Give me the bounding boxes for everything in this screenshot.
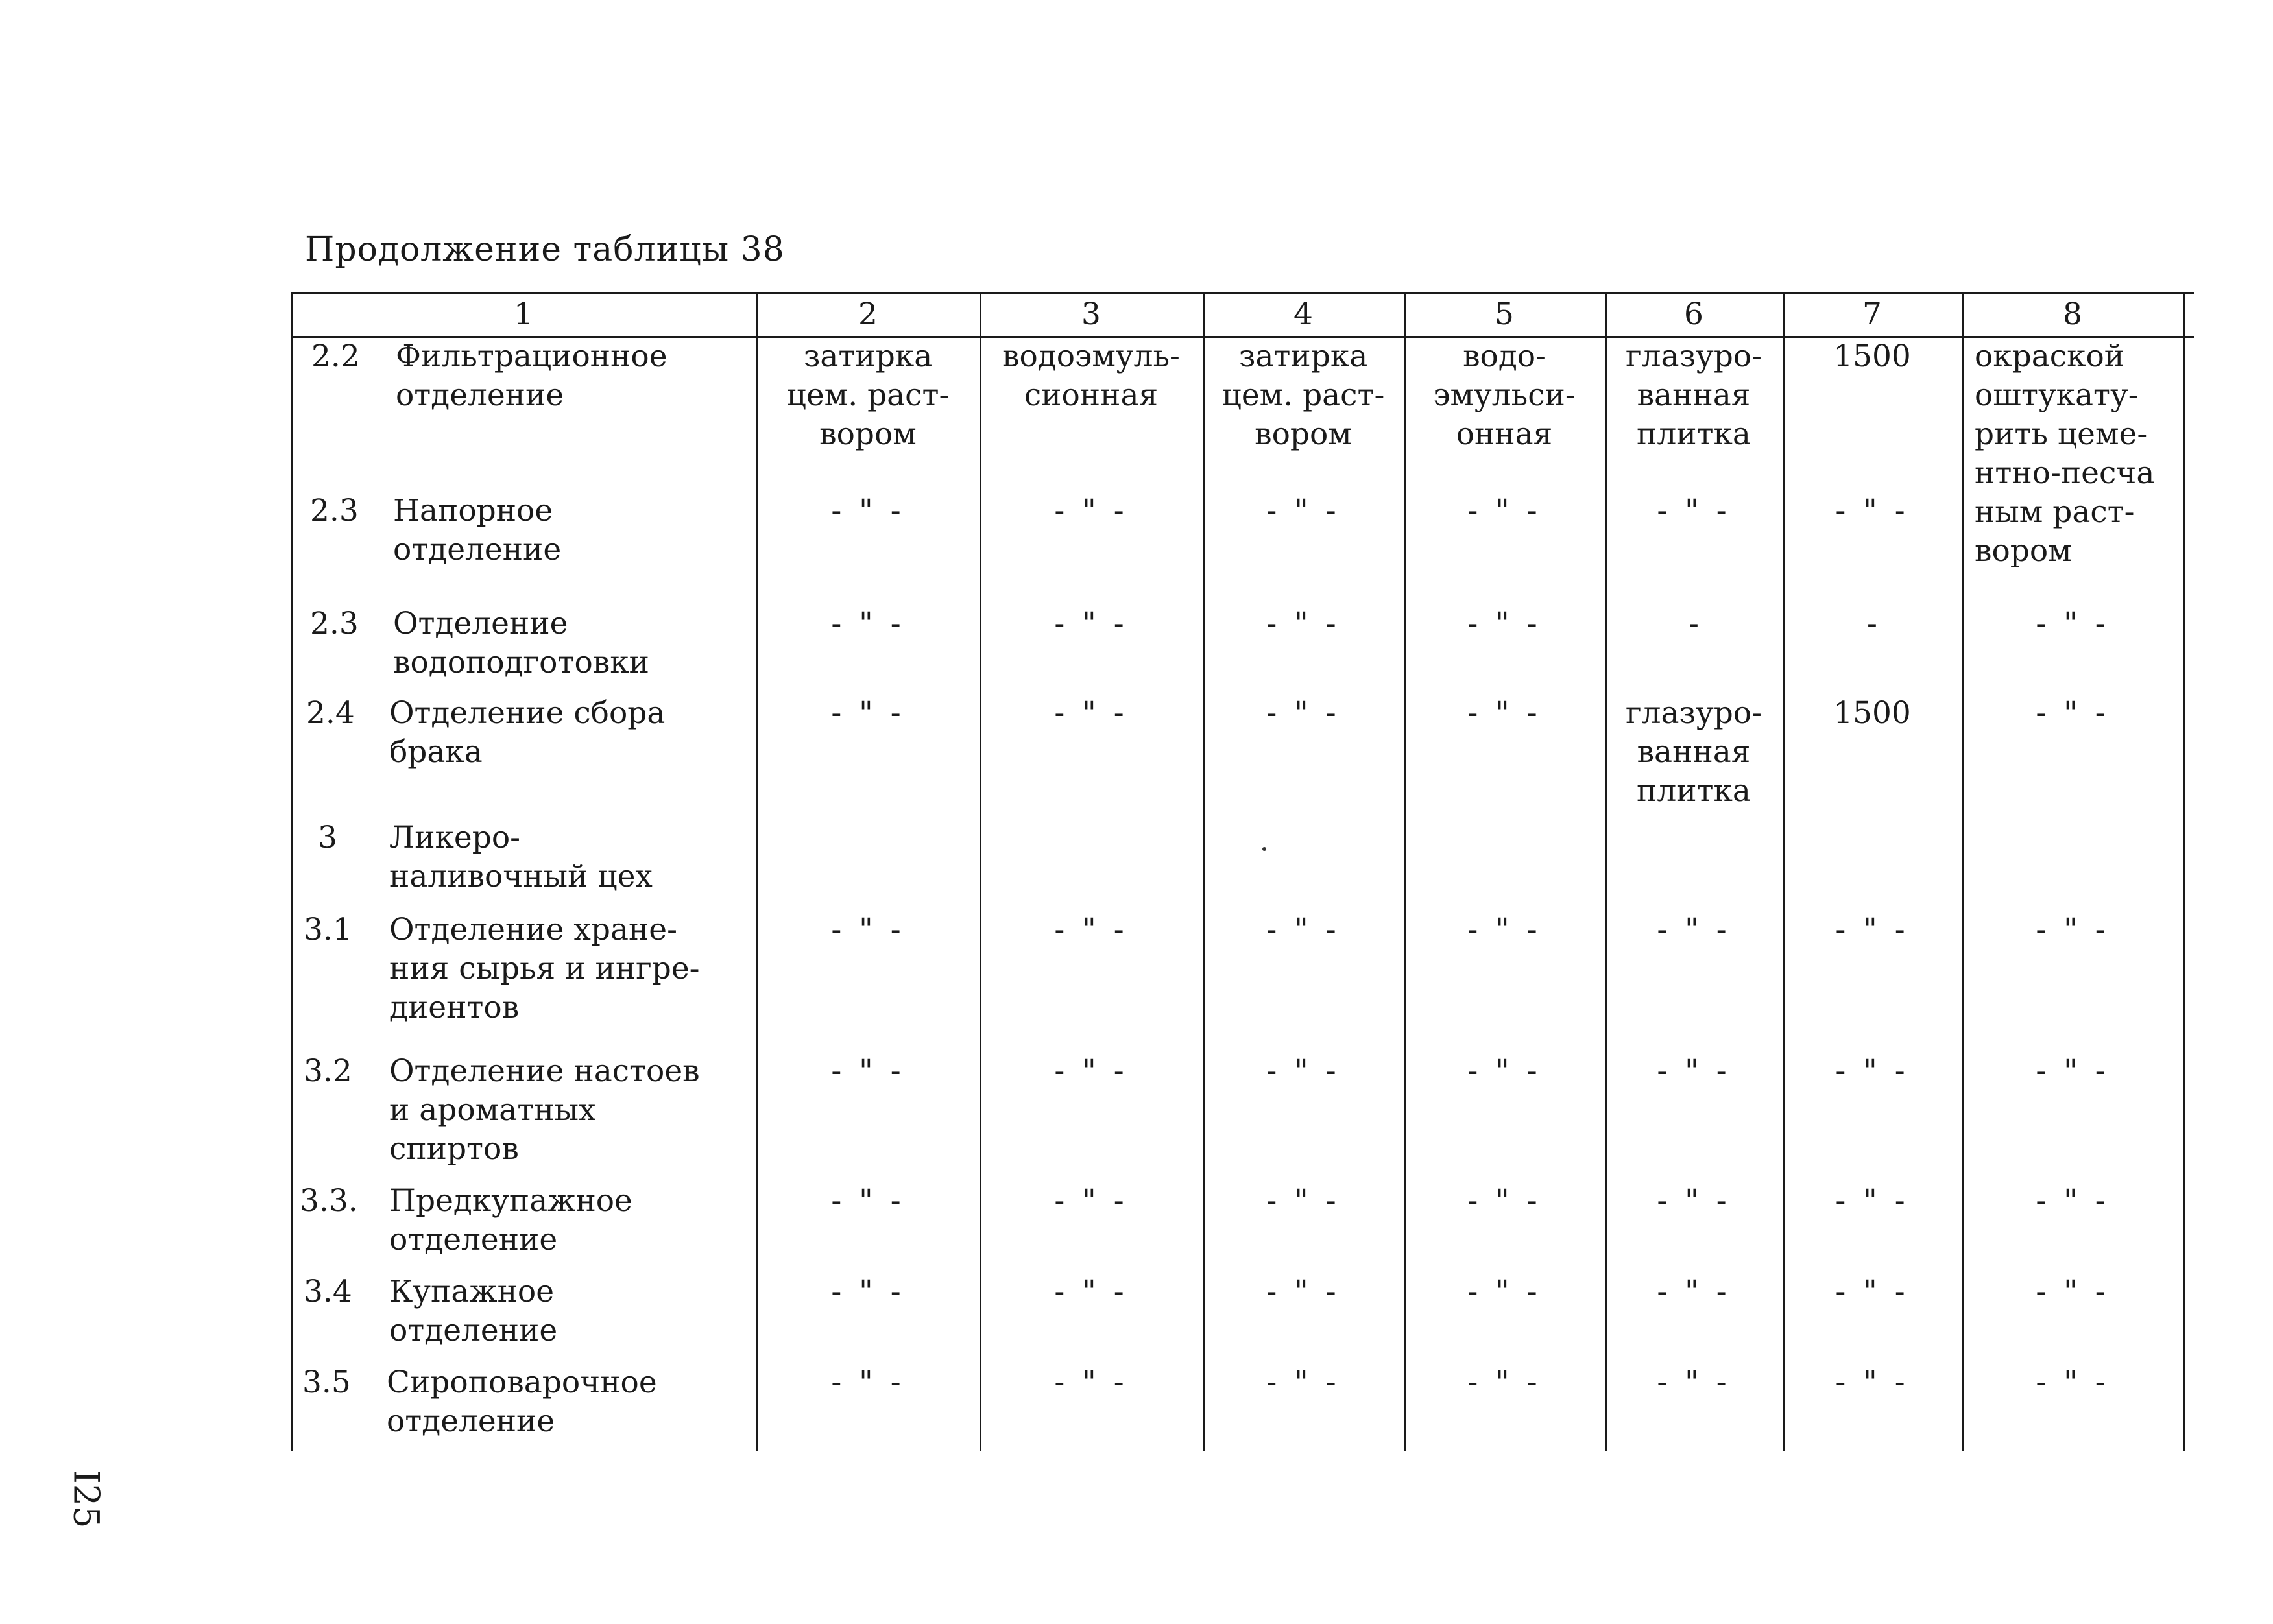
cell-line: 1500 bbox=[1833, 339, 1911, 374]
cell-c4 bbox=[1203, 337, 1404, 454]
cell-line: цем. раст- bbox=[1221, 377, 1385, 413]
row-name bbox=[389, 1182, 632, 1260]
cell-line: - " - bbox=[1467, 1053, 1541, 1089]
table-caption: Продолжение таблицы 38 bbox=[305, 230, 785, 269]
cell-c8 bbox=[1962, 1182, 2183, 1221]
cell-c3 bbox=[980, 694, 1203, 733]
cell-line: - " - bbox=[1467, 1274, 1541, 1309]
cell-c2 bbox=[756, 1363, 980, 1402]
cell-c6 bbox=[1605, 1363, 1783, 1402]
cell-c5 bbox=[1404, 1182, 1605, 1221]
cell-c6 bbox=[1605, 694, 1783, 811]
cell-line: - " - bbox=[1054, 1053, 1128, 1089]
cell-line: вором bbox=[819, 416, 917, 452]
cell-c6 bbox=[1605, 911, 1783, 949]
cell-c3 bbox=[980, 492, 1203, 531]
cell-line: - " - bbox=[1054, 1274, 1128, 1309]
cell-c6 bbox=[1605, 492, 1783, 531]
row-name-line: спиртов bbox=[389, 1131, 519, 1167]
cell-c5 bbox=[1404, 492, 1605, 531]
cell-c3 bbox=[980, 1363, 1203, 1402]
row-name-line: ния сырья и ингре- bbox=[389, 951, 700, 986]
cell-line: - " - bbox=[1467, 695, 1541, 731]
cell-line: водо- bbox=[1463, 339, 1546, 374]
cell-line: - " - bbox=[1266, 695, 1340, 731]
cell-line: - " - bbox=[1467, 912, 1541, 948]
header-cell: 1 bbox=[514, 296, 533, 332]
scan-speck bbox=[1262, 847, 1266, 851]
cell-line: водоэмуль- bbox=[1002, 339, 1180, 374]
row-number: 3 bbox=[318, 820, 337, 855]
row-name bbox=[393, 604, 649, 682]
cell-line: - " - bbox=[1054, 606, 1128, 641]
header-cell: 8 bbox=[2063, 296, 2082, 332]
cell-line: ванная bbox=[1637, 377, 1751, 413]
cell-c3 bbox=[980, 911, 1203, 949]
row-name bbox=[389, 818, 653, 896]
row-name-line: отделение bbox=[393, 532, 562, 567]
cell-line: - " - bbox=[2036, 1274, 2110, 1309]
cell-line: глазуро- bbox=[1625, 695, 1762, 731]
cell-line: - " - bbox=[1266, 912, 1340, 948]
cell-line: - " - bbox=[1835, 1365, 1909, 1400]
row-number: 3.5 bbox=[302, 1365, 351, 1400]
cell-line: эмульси- bbox=[1433, 377, 1576, 413]
row-name-line: брака bbox=[389, 734, 483, 770]
cell-c2 bbox=[756, 604, 980, 643]
cell-line: вором bbox=[1975, 533, 2072, 569]
cell-c3 bbox=[980, 1182, 1203, 1221]
cell-c6 bbox=[1605, 1272, 1783, 1311]
row-name bbox=[393, 492, 561, 569]
cell-line: - " - bbox=[2036, 1183, 2110, 1219]
cell-c5 bbox=[1404, 1272, 1605, 1311]
cell-c6 bbox=[1605, 604, 1783, 643]
row-name bbox=[387, 1363, 657, 1441]
cell-c2 bbox=[756, 1052, 980, 1091]
cell-line: - " - bbox=[831, 1274, 905, 1309]
cell-line: затирка bbox=[803, 339, 933, 374]
cell-line: - " - bbox=[1266, 1274, 1340, 1309]
cell-c3 bbox=[980, 604, 1203, 643]
cell-c2 bbox=[756, 337, 980, 454]
row-number: 3.2 bbox=[304, 1053, 352, 1089]
cell-c7 bbox=[1783, 1363, 1962, 1402]
header-cell: 7 bbox=[1862, 296, 1882, 332]
cell-c3 bbox=[980, 1052, 1203, 1091]
row-number: 2.4 bbox=[306, 695, 355, 731]
cell-c8 bbox=[1962, 1052, 2183, 1091]
cell-line: - bbox=[1867, 606, 1877, 641]
row-name-line: водоподготовки bbox=[393, 645, 649, 680]
cell-c7 bbox=[1783, 1052, 1962, 1091]
cell-c8 bbox=[1962, 911, 2183, 949]
cell-line: оштукату- bbox=[1975, 377, 2139, 413]
cell-line: - " - bbox=[1467, 1183, 1541, 1219]
cell-c2 bbox=[756, 911, 980, 949]
cell-line: - bbox=[1689, 606, 1699, 641]
cell-line: - " - bbox=[831, 1053, 905, 1089]
cell-c7 bbox=[1783, 337, 1962, 376]
cell-line: - " - bbox=[2036, 1365, 2110, 1400]
row-name bbox=[389, 911, 700, 1027]
cell-line: - " - bbox=[1835, 1183, 1909, 1219]
page-number: I25 bbox=[66, 1470, 107, 1529]
cell-line: глазуро- bbox=[1625, 339, 1762, 374]
cell-c6 bbox=[1605, 337, 1783, 454]
cell-c7 bbox=[1783, 1272, 1962, 1311]
header-cell: 4 bbox=[1293, 296, 1313, 332]
row-name-line: Отделение настоев bbox=[389, 1053, 700, 1089]
cell-c4 bbox=[1203, 1182, 1404, 1221]
cell-line: - " - bbox=[1266, 1053, 1340, 1089]
header-cell: 5 bbox=[1495, 296, 1514, 332]
row-name-line: Отделение хране- bbox=[389, 912, 677, 948]
row-name-line: Отделение bbox=[393, 606, 568, 641]
cell-line: - " - bbox=[1657, 1053, 1731, 1089]
cell-line: - " - bbox=[1054, 1365, 1128, 1400]
cell-c4 bbox=[1203, 604, 1404, 643]
cell-c3 bbox=[980, 1272, 1203, 1311]
cell-c7 bbox=[1783, 694, 1962, 733]
cell-c7 bbox=[1783, 492, 1962, 531]
cell-line: - " - bbox=[2036, 606, 2110, 641]
cell-line: рить цеме- bbox=[1975, 416, 2148, 452]
cell-c7 bbox=[1783, 1182, 1962, 1221]
cell-line: - " - bbox=[1266, 1183, 1340, 1219]
cell-line: - " - bbox=[1054, 912, 1128, 948]
cell-c6 bbox=[1605, 1182, 1783, 1221]
cell-c8 bbox=[1962, 1272, 2183, 1311]
cell-line: - " - bbox=[2036, 695, 2110, 731]
row-name-line: Отделение сбора bbox=[389, 695, 666, 731]
cell-c8 bbox=[1975, 337, 2183, 571]
cell-c6 bbox=[1605, 1052, 1783, 1091]
cell-line: - " - bbox=[1266, 1365, 1340, 1400]
row-number: 3.3. bbox=[300, 1183, 358, 1219]
cell-line: цем. раст- bbox=[786, 377, 950, 413]
cell-c2 bbox=[756, 492, 980, 531]
cell-line: - " - bbox=[831, 912, 905, 948]
cell-line: - " - bbox=[1467, 1365, 1541, 1400]
cell-line: затирка bbox=[1238, 339, 1368, 374]
cell-c5 bbox=[1404, 604, 1605, 643]
cell-c8 bbox=[1962, 1363, 2183, 1402]
row-number: 2.2 bbox=[311, 339, 360, 374]
cell-line: - " - bbox=[2036, 1053, 2110, 1089]
cell-c3 bbox=[980, 337, 1203, 415]
cell-line: - " - bbox=[1835, 1053, 1909, 1089]
cell-c4 bbox=[1203, 1272, 1404, 1311]
row-name-line: и ароматных bbox=[389, 1092, 596, 1128]
cell-c5 bbox=[1404, 1052, 1605, 1091]
cell-line: - " - bbox=[1054, 493, 1128, 529]
row-name-line: отделение bbox=[396, 377, 564, 413]
cell-c2 bbox=[756, 1272, 980, 1311]
table-top-rule bbox=[291, 292, 2194, 294]
cell-c4 bbox=[1203, 1052, 1404, 1091]
cell-line: - " - bbox=[831, 695, 905, 731]
header-cell: 6 bbox=[1684, 296, 1703, 332]
cell-line: сионная bbox=[1024, 377, 1159, 413]
header-cell: 2 bbox=[858, 296, 878, 332]
cell-line: - " - bbox=[1266, 606, 1340, 641]
column-rule bbox=[2183, 292, 2185, 1451]
cell-line: - " - bbox=[1467, 606, 1541, 641]
cell-c7 bbox=[1783, 604, 1962, 643]
row-name-line: диентов bbox=[389, 990, 520, 1025]
row-name-line: Напорное bbox=[393, 493, 553, 529]
row-name bbox=[389, 1052, 700, 1169]
cell-line: - " - bbox=[1657, 1183, 1731, 1219]
cell-line: - " - bbox=[831, 1365, 905, 1400]
cell-c4 bbox=[1203, 1363, 1404, 1402]
cell-c5 bbox=[1404, 1363, 1605, 1402]
row-name-line: Ликеро- bbox=[389, 820, 520, 855]
cell-line: ванная bbox=[1637, 734, 1751, 770]
cell-c5 bbox=[1404, 911, 1605, 949]
row-number: 2.3 bbox=[310, 606, 359, 641]
row-name-line: Сироповарочное bbox=[387, 1365, 657, 1400]
cell-line: - " - bbox=[831, 1183, 905, 1219]
cell-line: - " - bbox=[1657, 1365, 1731, 1400]
cell-line: - " - bbox=[1657, 493, 1731, 529]
cell-line: нтно-песча bbox=[1975, 455, 2155, 491]
cell-line: - " - bbox=[1266, 493, 1340, 529]
cell-c5 bbox=[1404, 694, 1605, 733]
cell-line: онная bbox=[1456, 416, 1553, 452]
cell-c2 bbox=[756, 694, 980, 733]
cell-c8 bbox=[1962, 604, 2183, 643]
cell-line: - " - bbox=[1835, 1274, 1909, 1309]
row-name-line: Предкупажное bbox=[389, 1183, 632, 1219]
row-name-line: отделение bbox=[387, 1403, 555, 1439]
row-number: 3.1 bbox=[304, 912, 352, 948]
row-name-line: Фильтрационное bbox=[396, 339, 667, 374]
cell-line: вором bbox=[1255, 416, 1352, 452]
cell-line: - " - bbox=[1054, 695, 1128, 731]
cell-line: - " - bbox=[1657, 1274, 1731, 1309]
cell-line: - " - bbox=[1467, 493, 1541, 529]
column-rule bbox=[291, 292, 293, 1451]
cell-c5 bbox=[1404, 337, 1605, 454]
cell-line: - " - bbox=[1835, 493, 1909, 529]
header-cell: 3 bbox=[1081, 296, 1101, 332]
cell-line: плитка bbox=[1637, 773, 1751, 809]
cell-c7 bbox=[1783, 911, 1962, 949]
cell-line: - " - bbox=[2036, 912, 2110, 948]
row-number: 3.4 bbox=[304, 1274, 352, 1309]
row-name bbox=[389, 1272, 557, 1350]
cell-line: 1500 bbox=[1833, 695, 1911, 731]
cell-line: окраской bbox=[1975, 339, 2125, 374]
row-name-line: наливочный цех bbox=[389, 859, 653, 894]
cell-line: - " - bbox=[831, 493, 905, 529]
row-name-line: отделение bbox=[389, 1313, 558, 1348]
cell-c2 bbox=[756, 1182, 980, 1221]
cell-line: - " - bbox=[1835, 912, 1909, 948]
cell-line: - " - bbox=[1657, 912, 1731, 948]
row-name-line: Купажное bbox=[389, 1274, 555, 1309]
cell-c4 bbox=[1203, 492, 1404, 531]
cell-line: - " - bbox=[831, 606, 905, 641]
cell-c4 bbox=[1203, 694, 1404, 733]
row-number: 2.3 bbox=[310, 493, 359, 529]
row-name bbox=[389, 694, 665, 772]
cell-line: плитка bbox=[1637, 416, 1751, 452]
cell-line: ным раст- bbox=[1975, 494, 2135, 530]
row-name bbox=[396, 337, 667, 415]
cell-c8 bbox=[1962, 694, 2183, 733]
cell-c4 bbox=[1203, 911, 1404, 949]
row-name-line: отделение bbox=[389, 1222, 558, 1258]
cell-line: - " - bbox=[1054, 1183, 1128, 1219]
